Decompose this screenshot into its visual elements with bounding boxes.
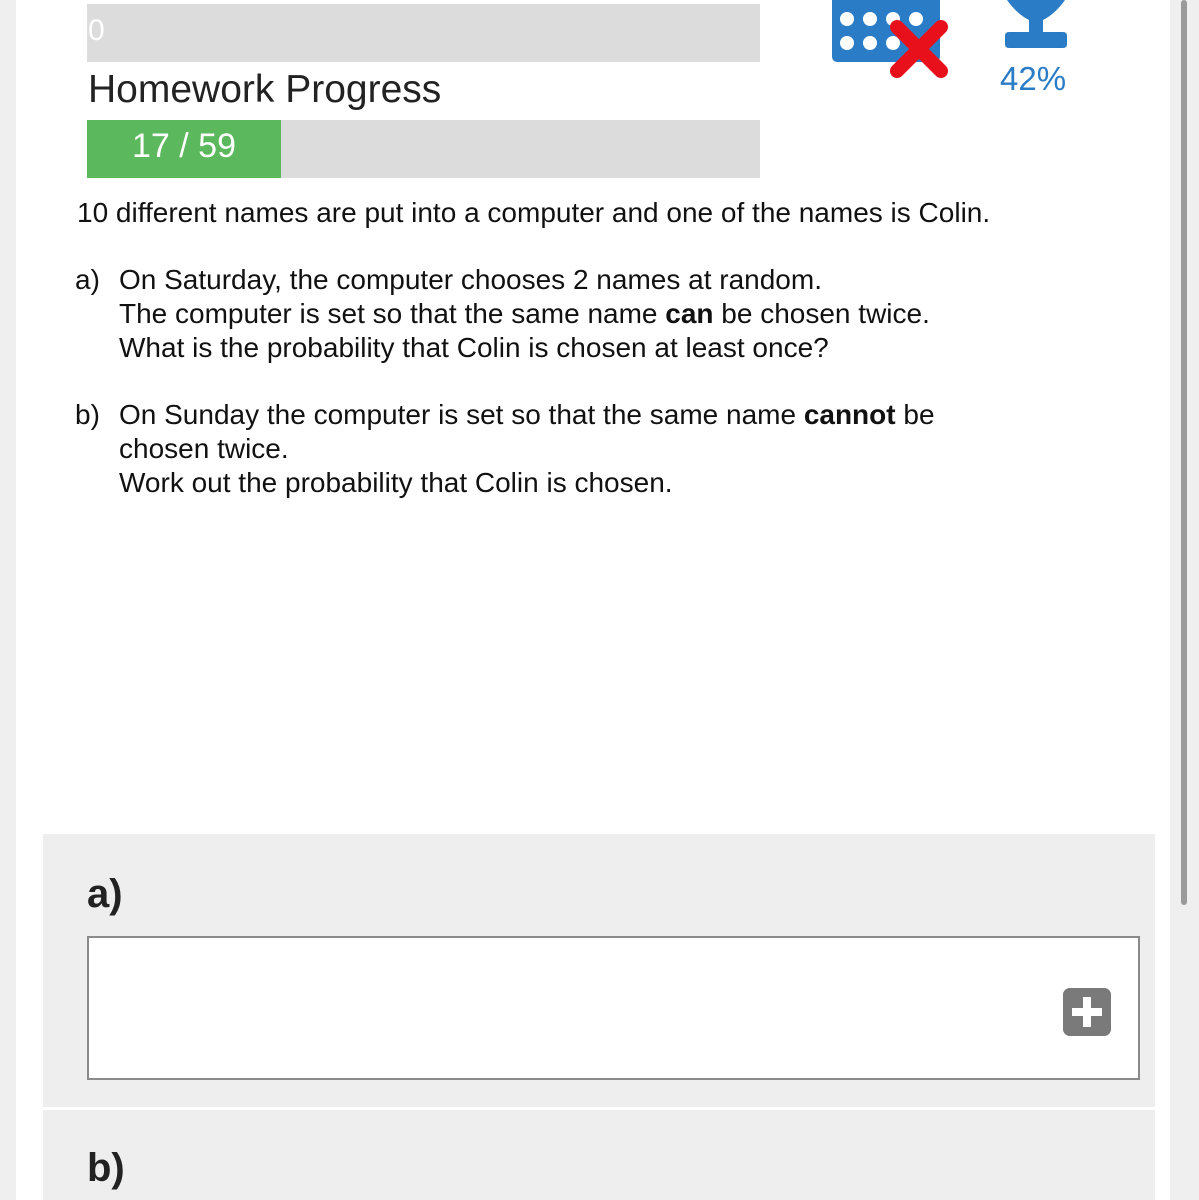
question-part-a xyxy=(75,263,930,365)
page-left-margin xyxy=(0,0,16,1200)
answer-a-input[interactable] xyxy=(87,936,1140,1080)
part-a-letter: a) xyxy=(75,264,100,295)
part-b-line1: On Sunday the computer is set so that the same name cannot be xyxy=(119,399,935,430)
part-b-line2: chosen twice. xyxy=(119,433,289,464)
score-percent: 42% xyxy=(1000,60,1067,97)
part-b-line3: Work out the probability that Colin is chosen. xyxy=(119,467,673,498)
homework-progress-title: Homework Progress xyxy=(88,68,442,111)
scrollbar[interactable] xyxy=(1181,0,1187,905)
homework-progress-label: 17 / 59 xyxy=(132,127,236,165)
plus-icon[interactable] xyxy=(1063,988,1111,1036)
part-a-line2: The computer is set so that the same name can be chosen twice. xyxy=(119,298,930,329)
part-a-line3: What is the probability that Colin is chosen at least once? xyxy=(119,332,829,363)
trophy-icon xyxy=(1003,0,1069,48)
question-part-b xyxy=(75,398,935,500)
answer-panel-b xyxy=(43,1110,1155,1200)
answer-b-label: b) xyxy=(87,1146,125,1190)
part-b-letter: b) xyxy=(75,399,100,430)
part-a-line1: On Saturday, the computer chooses 2 names at random. xyxy=(119,264,822,295)
top-progress-label: 0 xyxy=(88,14,105,47)
answer-a-label: a) xyxy=(87,872,123,916)
calculator-not-allowed-icon xyxy=(830,0,950,80)
top-progress-bar xyxy=(87,4,760,62)
question-intro: 10 different names are put into a computer and one of the names is Colin. xyxy=(77,197,991,228)
